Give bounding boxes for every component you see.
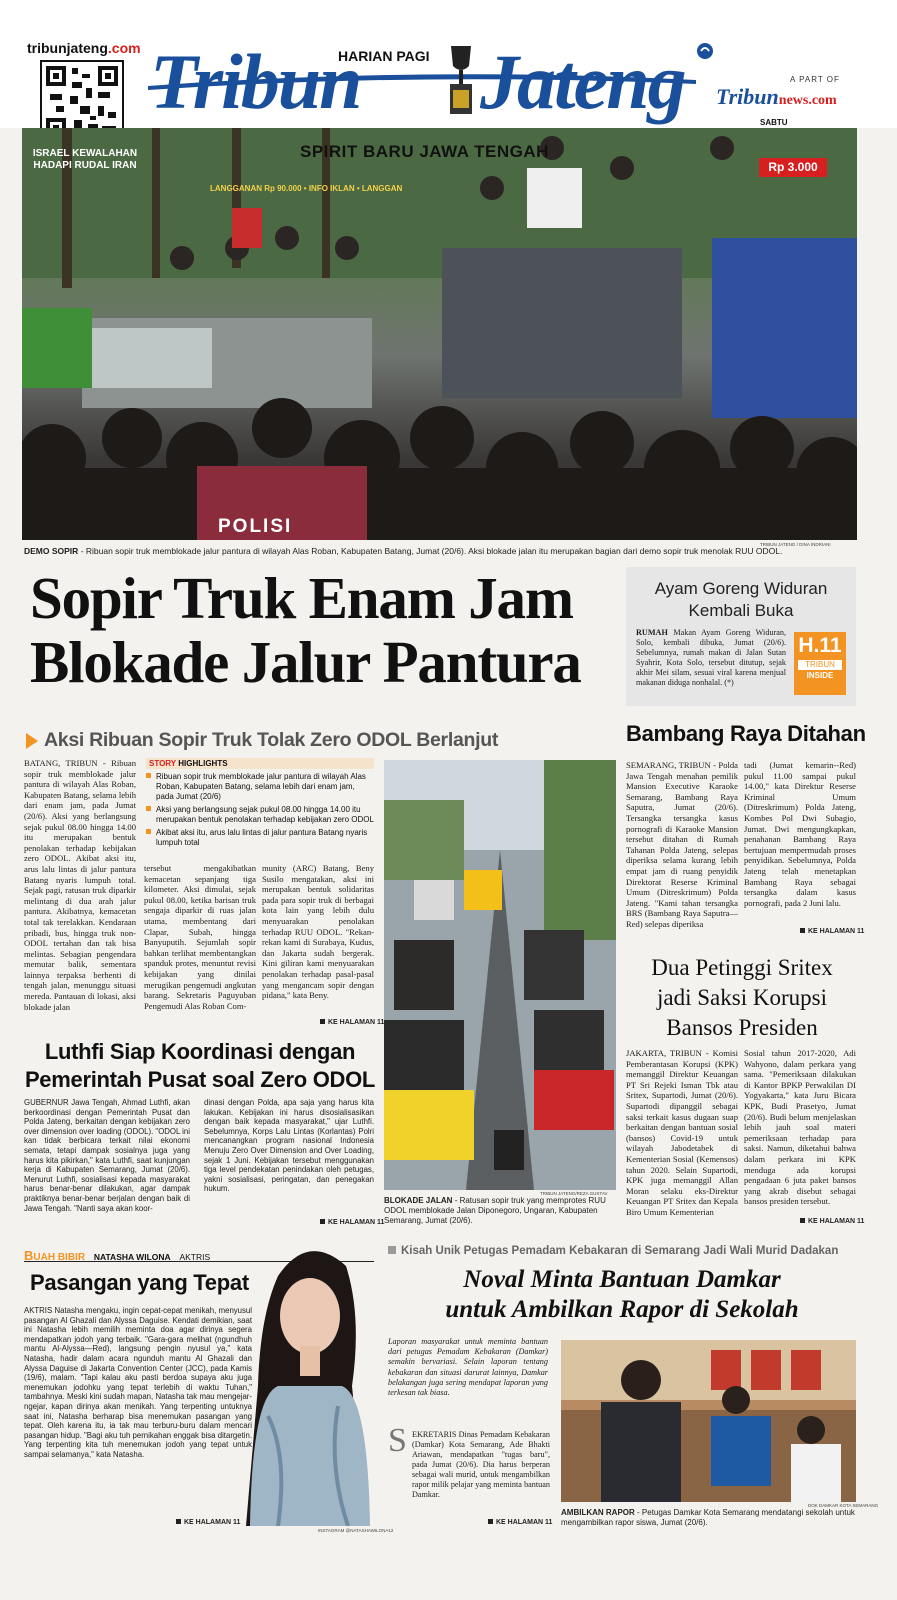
sritex-headline[interactable]: Dua Petinggi Sritex jadi Saksi Korupsi Bansos Presiden <box>651 955 833 1040</box>
main-story-continue[interactable]: KE HALAMAN 11 <box>320 1019 384 1026</box>
edition-label: HARIAN PAGI <box>338 48 430 64</box>
natasha-photo-credit: INSTAGRAM @NATASHAWILONA12 <box>318 1528 394 1533</box>
subhead[interactable]: Aksi Ribuan Sopir Truk Tolak Zero ODOL Berlanjut <box>44 729 499 751</box>
brand-swirl-icon <box>696 42 714 60</box>
sritex-col2: Sosial tahun 2017-2020, Adi Wahyono, dalam perkara yang sama. "Pemeriksaan dilakukan di Kantor BPKP Perwakilan DI Yogyakarta," kata Juru Bicara KPK, Budi Prasetyo, Jumat (20/6). Budi belum menjelaskan lebih jauh soal materi pemeriksaan terhadap para saksi. Namun, diketahui bahwa dalam perkara ini KPK menduga ada korupsi pengadaan 6 juta paket bansos yang akrab disebut sebagai bansos presiden tersebut. <box>744 1048 856 1207</box>
sritex-continue[interactable]: KE HALAMAN 11 <box>800 1218 864 1225</box>
issue-day: SABTU <box>760 118 788 127</box>
traffic-photo <box>384 760 616 1190</box>
square-icon <box>388 1246 396 1254</box>
site-url[interactable]: tribunjateng.com <box>27 40 141 56</box>
main-story-col3: munity (ARC) Batang, Beny Susilo mengatakan, aksi ini merupakan bentuk solidaritas pada para sopir truk di berbagai kota lain yang lebih dulu menyuarakan penolakan terhadap RUU ODOL. "Rekan-rekan kami di Surabaya, Kudus, dan Jakarta sudah bergerak. Kini giliran kami menyuarakan penolakan terhadap pasal-pasal yang mengancam sopir dengan pidana," kata Beny. <box>262 863 374 1001</box>
highlight-item: Ribuan sopir truk memblokade jalur pantura di wilayah Alas Roban, Kabupaten Batang, selama lebih dari enam jam, pada Jumat (20/6) <box>146 772 374 802</box>
damkar-kicker[interactable]: Kisah Unik Petugas Pemadam Kebakaran di Semarang Jadi Wali Murid Dadakan <box>388 1245 858 1257</box>
main-headline[interactable]: Sopir Truk Enam Jam Blokade Jalur Pantura <box>30 565 581 695</box>
luthfi-continue[interactable]: KE HALAMAN 11 <box>320 1219 384 1226</box>
bambang-col1: SEMARANG, TRIBUN - Polda Jawa Tengah menahan pemilik Mansion Executive Karaoke Semarang, Bambang Raya Saputra, Jumat (20/6). Tersangka tersangka kasus pornografi di Karaoke Mansion tersebut ditahan di Rumah Tahanan Polda Jateng, selepas diperiksa selama kurang lebih empat jam di ruang penyidik Direktorat Reserse Kriminal Umum (Ditreskrimum) Polda Jateng. "Kami tahan tersangka BRS (Bambang Raya Saputra—Red) selepas diperiksa <box>626 760 738 929</box>
main-story-col2: tersebut mengakibatkan kemacetan sepanjang tiga kilometer. Aksi dimulai, sejak pukul 08.00, ketika barisan truk sengaja diparkir di ruas jalan utama, membentang dari Clapar, Subah, hingga Banyuputih. Sejumlah sopir bahkan terlihat membentangkan spanduk protes, menuntut revisi kebijakan yang dinilai merugikan pengemudi angkutan barang. Sekretaris Paguyuban Pengemudi Alas Roban Com- <box>144 863 256 1011</box>
tribun-inside-badge[interactable]: H.11 TRIBUN INSIDE <box>794 632 846 695</box>
luthfi-headline[interactable]: Luthfi Siap Koordinasi dengan Pemerintah Pusat soal Zero ODOL <box>24 1039 376 1092</box>
natasha-photo <box>238 1236 380 1526</box>
hero-photo <box>22 128 857 540</box>
damkar-dropcap: S <box>388 1422 407 1459</box>
brand-jateng[interactable]: Jateng <box>480 38 685 125</box>
hero-caption: DEMO SOPIR - Ribuan sopir truk memblokade jalur pantura di wilayah Alas Roban, Kabupaten Batang, Jumat (20/6). Aksi blokade jalan itu merupakan bagian dari demo sopir truk menolak RUU ODOL. <box>24 546 783 556</box>
damkar-body: EKRETARIS Dinas Pemadam Kebakaran (Damkar) Kota Semarang, Ade Bhakti Ariawan, mendapatkan "tugas baru", pada Jumat (20/6). Dia harus berperan sebagai wali murid, untuk mengambilkan rapor milik pelajar yang meminta bantuan Damkar. <box>412 1430 550 1499</box>
bambang-headline[interactable]: Bambang Raya Ditahan <box>626 721 866 746</box>
teaser-body: RUMAH Makan Ayam Goreng Widuran, Solo, kembali dibuka, Jumat (20/6). Sebelumnya, rumah makan di Jalan Sutan Syahrir, Kota Solo, tersebut ditutup, sejak akhir Mei silam, sesuai viral karena menjual makanan diduga nonhalal. (*) <box>636 628 787 687</box>
left-teaser[interactable]: ISRAEL KEWALAHAN HADAPI RUDAL IRAN <box>32 148 138 171</box>
buah-bibir-title[interactable]: Pasangan yang Tepat <box>30 1270 249 1295</box>
ticker-bar[interactable]: LANGGANAN Rp 90.000 • INFO IKLAN • LANGGAN <box>210 184 403 193</box>
damkar-continue[interactable]: KE HALAMAN 11 <box>488 1519 552 1526</box>
classroom-photo-caption: AMBILKAN RAPOR - Petugas Damkar Kota Semarang mendatangi sekolah untuk mengambilkan rapor siswa, Jumat (20/6). <box>561 1508 855 1527</box>
buah-bibir-body: AKTRIS Natasha mengaku, ingin cepat-cepat menikah, menyusul pasangan Al Ghazali dan Alyssa Daguise. Kendati demikian, saat ini Natasha lebih memilih meminta doa agar dirinya segera mendapatkan jodoh yang terbaik. "Gara-gara melihat (ngundhuh mantu Al-Alyssa—Red), langsung pengin nyusul ya," kata Natasha, hadir dalam acara ngunduh mantu Al Ghazali dan Alyssa Daguise di Jakarta Convention Center (JCC), pada Kamis (19/6), malam. "Tapi kalau aku pasti berdoa supaya aku juga menemukan jodohku yang tepat terlebih di waktu Tuhan," tambahnya. Meski kini sudah mapan, Natasha tak mau mengejar-ngejar, kapan dirinya akan menikah. Yang terpenting untuknya saat ini, Natasha berharap bisa menemukan pasangan yang tepat. Oleh karena itu, ia tak mau terburu-buru dalam mencari pasangan hidup. "Bagi aku tuh pernikahan enggak bisa ditargetin. Yang terpenting kita tuh menemukan jodoh yang tepat untuk sampai selamanya," kata Natasha. <box>24 1306 252 1459</box>
luthfi-col2: dinasi dengan Polda, apa saja yang harus kita lakukan. Kebijakan ini harus disosialisasikan dengan baik kepada masyarakat," ujar Luthfi. Sebelumnya, Korps Lalu Lintas (Korlantas) Polri mencanangkan program nasional Indonesia Menuju Zero Over Dimension and Over Loading, sejak 1 Juni. Kebijakan tersebut menggunakan tiga level pendekatan penindakan oleh petugas, yakni sosialisasi, peringatan, dan penegakan hukum. <box>204 1098 374 1194</box>
damkar-headline[interactable]: Noval Minta Bantuan Damkar untuk Ambilkan Rapor di Sekolah <box>445 1266 799 1323</box>
price-badge: Rp 3.000 <box>759 158 827 177</box>
classroom-photo <box>561 1340 856 1502</box>
damkar-intro: Laporan masyarakat untuk meminta bantuan dari petugas Pemadam Kebakaran (Damkar) semakin bervariasi. Selain laporan tentang kebakaran dan situasi darurat lainnya, Damkar belakangan juga sering mendapat laporan yang terkesan tak biasa. <box>388 1337 548 1398</box>
buah-bibir-continue[interactable]: KE HALAMAN 11 <box>176 1519 240 1526</box>
tagline: SPIRIT BARU JAWA TENGAH <box>300 142 549 161</box>
main-story-col1: BATANG, TRIBUN - Ribuan sopir truk memblokade jalur pantura di wilayah Alas Roban, Kabupaten Batang, selama lebih dari enam jam, pada Jumat (20/6). Aksi yang berlangsung sejak pukul 08.00 hingga 14.00 itu merupakan bentuk penolakan terhadap kebijakan zero ODOL. Akibat aksi itu, arus lalu lintas di jalur pantura Batang nyaris lumpuh total. Sejak pagi, ratusan truk diparkir melintang di dua arah jalur pantura. Akibatnya, kemacetan total tak terelakkan. Kendaraan pribadi, bus, hingga truk non-ODOL tertahan dan tak bisa melintas. Sebagian pengendara memutar balik, sementara lainnya terpaksa berhenti di tengah jalan, menunggu situasi mereda. Pantauan di lokasi, aksi blokade jalan <box>24 758 136 1012</box>
bambang-col2: tadi (Jumat kemarin--Red) pukul 11.00 sampai pukul 14.00," kata Direktur Reserse Kriminal Umum (Ditreskrimum) Polda Jateng, Kombes Pol Dwi Subagio, Jumat. Dwi mengungkapkan, penahanan Bambang Raya bertujuan mempermudah proses penyidikan. Sebelumnya, Polda Jateng telah menetapkan Bambang Raya sebagai tersangka dalam kasus pornografi, pada 2 Juni lalu. <box>744 760 856 908</box>
classroom-photo-credit: DOK DAMKAR KOTA SEMARANG <box>808 1503 879 1508</box>
subhead-arrow-icon <box>26 733 38 749</box>
bambang-continue[interactable]: KE HALAMAN 11 <box>800 928 864 935</box>
partner-logo[interactable]: Tribunnews.com <box>716 84 837 109</box>
teaser-title: Ayam Goreng Widuran Kembali Buka <box>654 579 828 620</box>
hero-credit: TRIBUN JATENG / DINA INDRIANI <box>760 542 831 547</box>
highlight-item: Akibat aksi itu, arus lalu lintas di jalur pantura Batang nyaris lumpuh total <box>146 828 374 848</box>
partner-label: A PART OF <box>790 75 840 84</box>
sritex-col1: JAKARTA, TRIBUN - Komisi Pemberantasan Korupsi (KPK) memanggil Direktur Keuangan PT Sri Rejeki Isman Tbk atau Sritex, Supartodi, Jumat (20/6). Supartodi dipanggil sebagai saksi terkait kasus dugaan suap berkaitan dengan bantuan sosial (bansos) Covid-19 untuk wilayah Jabodetabek di Kementerian Sosial (Kemensos) tahun 2020. Selain Supartodi, KPK juga memanggil Allan Moran selaku eks-Direktur Keuangan PT Sritex dan Kepala Biro Umum Kementerian <box>626 1048 738 1217</box>
traffic-photo-credit: TRIBUN JATENG/REZA GUSTAV <box>540 1191 608 1196</box>
highlight-item: Aksi yang berlangsung sejak pukul 08.00 hingga 14.00 itu merupakan bentuk penolakan terhadap kebijakan zero ODOL <box>146 805 374 825</box>
police-vest-label: POLISI <box>218 516 293 537</box>
story-highlights: STORY HIGHLIGHTS Ribuan sopir truk memblokade jalur pantura di wilayah Alas Roban, Kabupaten Batang, selama lebih dari enam jam, pada Jumat (20/6) Aksi yang berlangsung sejak pukul 08.00 hingga 14.00 itu merupakan bentuk penolakan terhadap kebijakan zero ODOL Akibat aksi itu, arus lalu lintas di jalur pantura Batang nyaris lumpuh total <box>146 758 374 848</box>
buah-bibir-bar: BUAH BIBIR NATASHA WILONA AKTRIS <box>24 1248 374 1262</box>
traffic-photo-caption: BLOKADE JALAN - Ratusan sopir truk yang memprotes RUU ODOL memblokade Jalan Diponegoro, Ungaran, Kabupaten Semarang, Jumat (20/6). <box>384 1196 606 1225</box>
luthfi-col1: GUBERNUR Jawa Tengah, Ahmad Luthfi, akan berkoordinasi dengan Pemerintah Pusat dan Polda Jateng, berkaitan dengan kebijakan zero over dimension over loading (ODOL). "ODOL ini kan tidak berbicara terkait nilai ekonomi semata, tetapi dampak sosialnya juga yang harus kita pikirkan," kata Luthfi, saat kunjungan kerja di Kabupaten Semarang, Jumat (20/6). Menurut Luthfi, sosialisasi kepada masyarakat harus benar-benar dilakukan, agar dampak praktiknya benar-benar berjalan dengan baik di Jawa Tengah. "Nanti saya akan koor- <box>24 1098 190 1213</box>
trophy-icon <box>447 44 475 118</box>
brand-tribun[interactable]: Tribun <box>150 38 361 125</box>
